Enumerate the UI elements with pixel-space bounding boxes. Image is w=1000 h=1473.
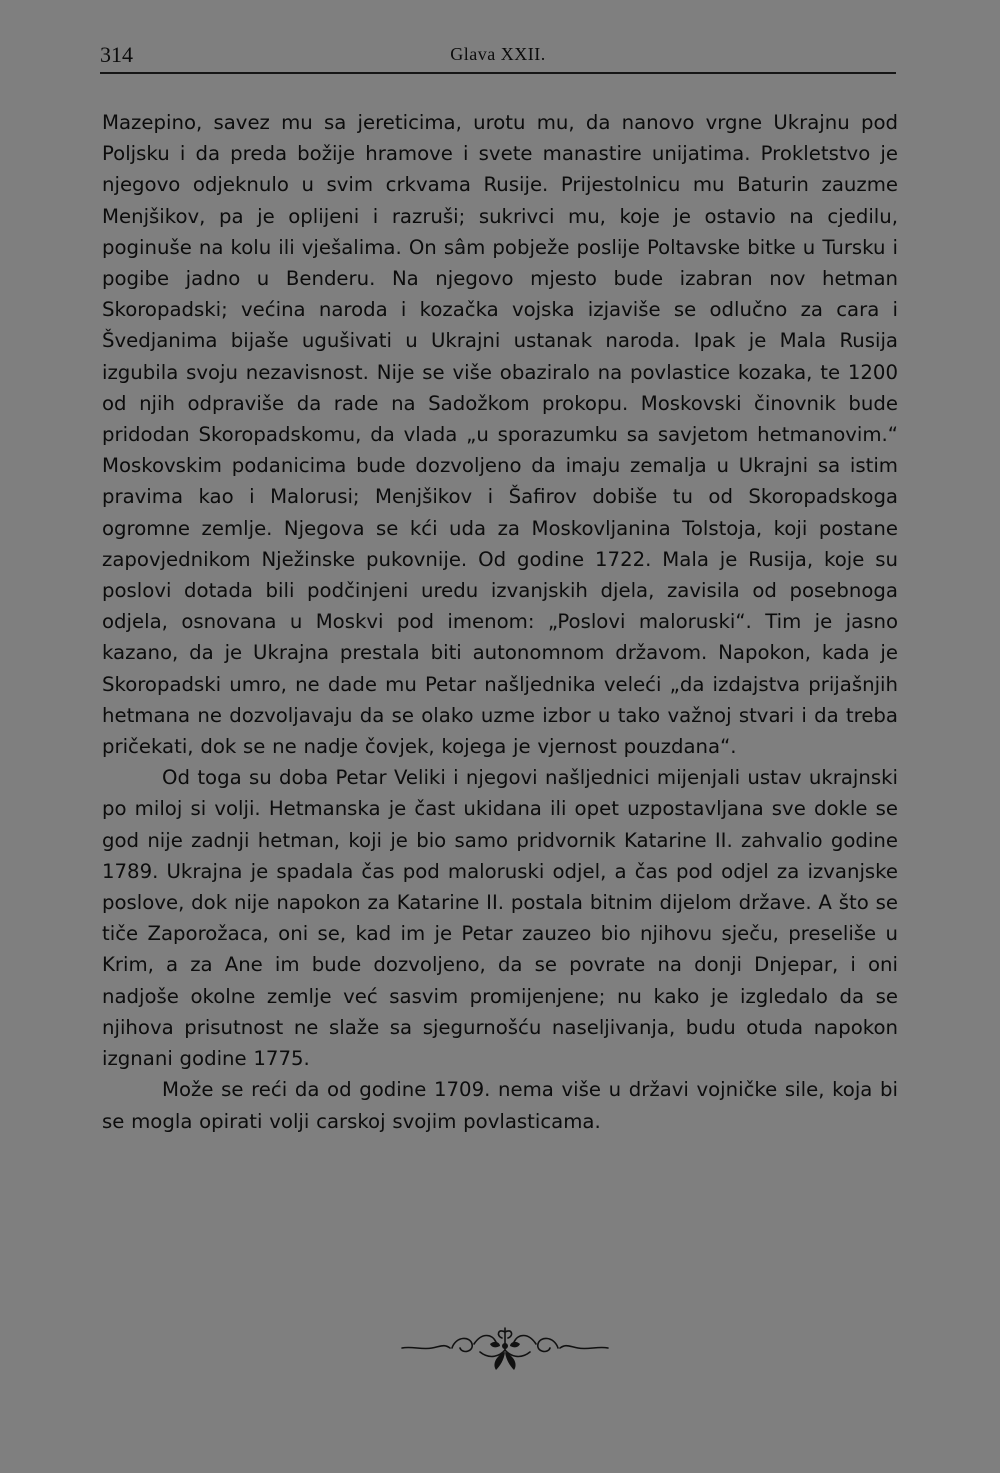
page-number: 314: [100, 42, 133, 67]
paragraph-1: Mazepino, savez mu sa jereticima, urotu mu, da nanovo vrgne Ukrajnu pod Poljsku i da preda božije hramove i svete manastire unijatima. Prokletstvo je njegovo odjeknulo u svim crkvama Rusije. Prijestolnicu mu Baturin zauzme Menjšikov, pa je oplijeni i razruši; sukrivci mu, koje je ostavio na cjedilu, poginuše na kolu ili vješalima. On sâm pobježe poslije Poltavske bitke u Tursku i pogibe jadno u Benderu. Na njegovo mjesto bude izabran nov hetman Skoropadski; većina naroda i kozačka vojska izjaviše se odlučno za cara i Švedjanima bijaše ugušivati u Ukrajni ustanak naroda. Ipak je Mala Rusija izgubila svoju nezavisnost. Nije se više obaziralo na povlastice kozaka, te 1200 od njih odpraviše da rade na Sadožkom prokopu. Moskovski činovnik bude pridodan Skoropadskomu, da vlada „u sporazumku sa savjetom hetmanovim.“ Moskovskim podanicima bude dozvoljeno da imaju zemalja u Ukrajni sa istim pravima kao i Malorusi; Menjšikov i Šafirov dobiše tu od Skoropadskoga ogromne zemlje. Njegova se kći uda za Moskovljanina Tolstoja, koji postane zapovjednikom Nježinske pukovnije. Od godine 1722. Mala je Rusija, koje su poslovi dotada bili podčinjeni uredu izvanjskih djela, zavisila od posebnoga odjela, osnovana u Moskvi pod imenom: „Poslovi maloruski“. Tim je jasno kazano, da je Ukrajna prestala biti autonomnom državom. Napokon, kada je Skoropadski umro, ne dade mu Petar našljednika veleći „da izdajstva prijašnjih hetmana ne dozvoljavaju da se olako uzme izbor u tako važnoj stvari i da treba pričekati, dok se ne nadje čovjek, kojega je vjernost pouzdana“.: [102, 111, 898, 759]
page-header: [100, 38, 896, 74]
running-title: Glava XXII.: [450, 44, 546, 64]
body-text: [102, 107, 898, 1137]
paragraph-3: Može se reći da od godine 1709. nema više u državi vojničke sile, koja bi se mogla opirati volji carskoj svojim povlasticama.: [102, 1078, 898, 1133]
paragraph-2: Od toga su doba Petar Veliki i njegovi našljednici mijenjali ustav ukrajnski po miloj si volji. Hetmanska je čast ukidana ili opet uzpostavljana sve dokle se god nije zadnji hetman, koji je bio samo pridvornik Katarine II. zahvalio godine 1789. Ukrajna je spadala čas pod maloruski odjel, a čas pod odjel za izvanjske poslove, dok nije napokon za Katarine II. postala bitnim dijelom države. A što se tiče Zaporožaca, oni se, kad im je Petar zauzeo bio njihovu sječu, preseliše u Krim, a za Ane im bude dozvoljeno, da se povrate na donji Dnjepar, i oni nadjoše okolne zemlje već sasvim promijenjene; nu kako je izgledalo da se njihova prisutnost ne slaže sa sjegurnošću naseljivanja, budu otuda napokon izgnani godine 1775.: [102, 766, 898, 1071]
floral-tailpiece-ornament-icon: [400, 1322, 610, 1372]
